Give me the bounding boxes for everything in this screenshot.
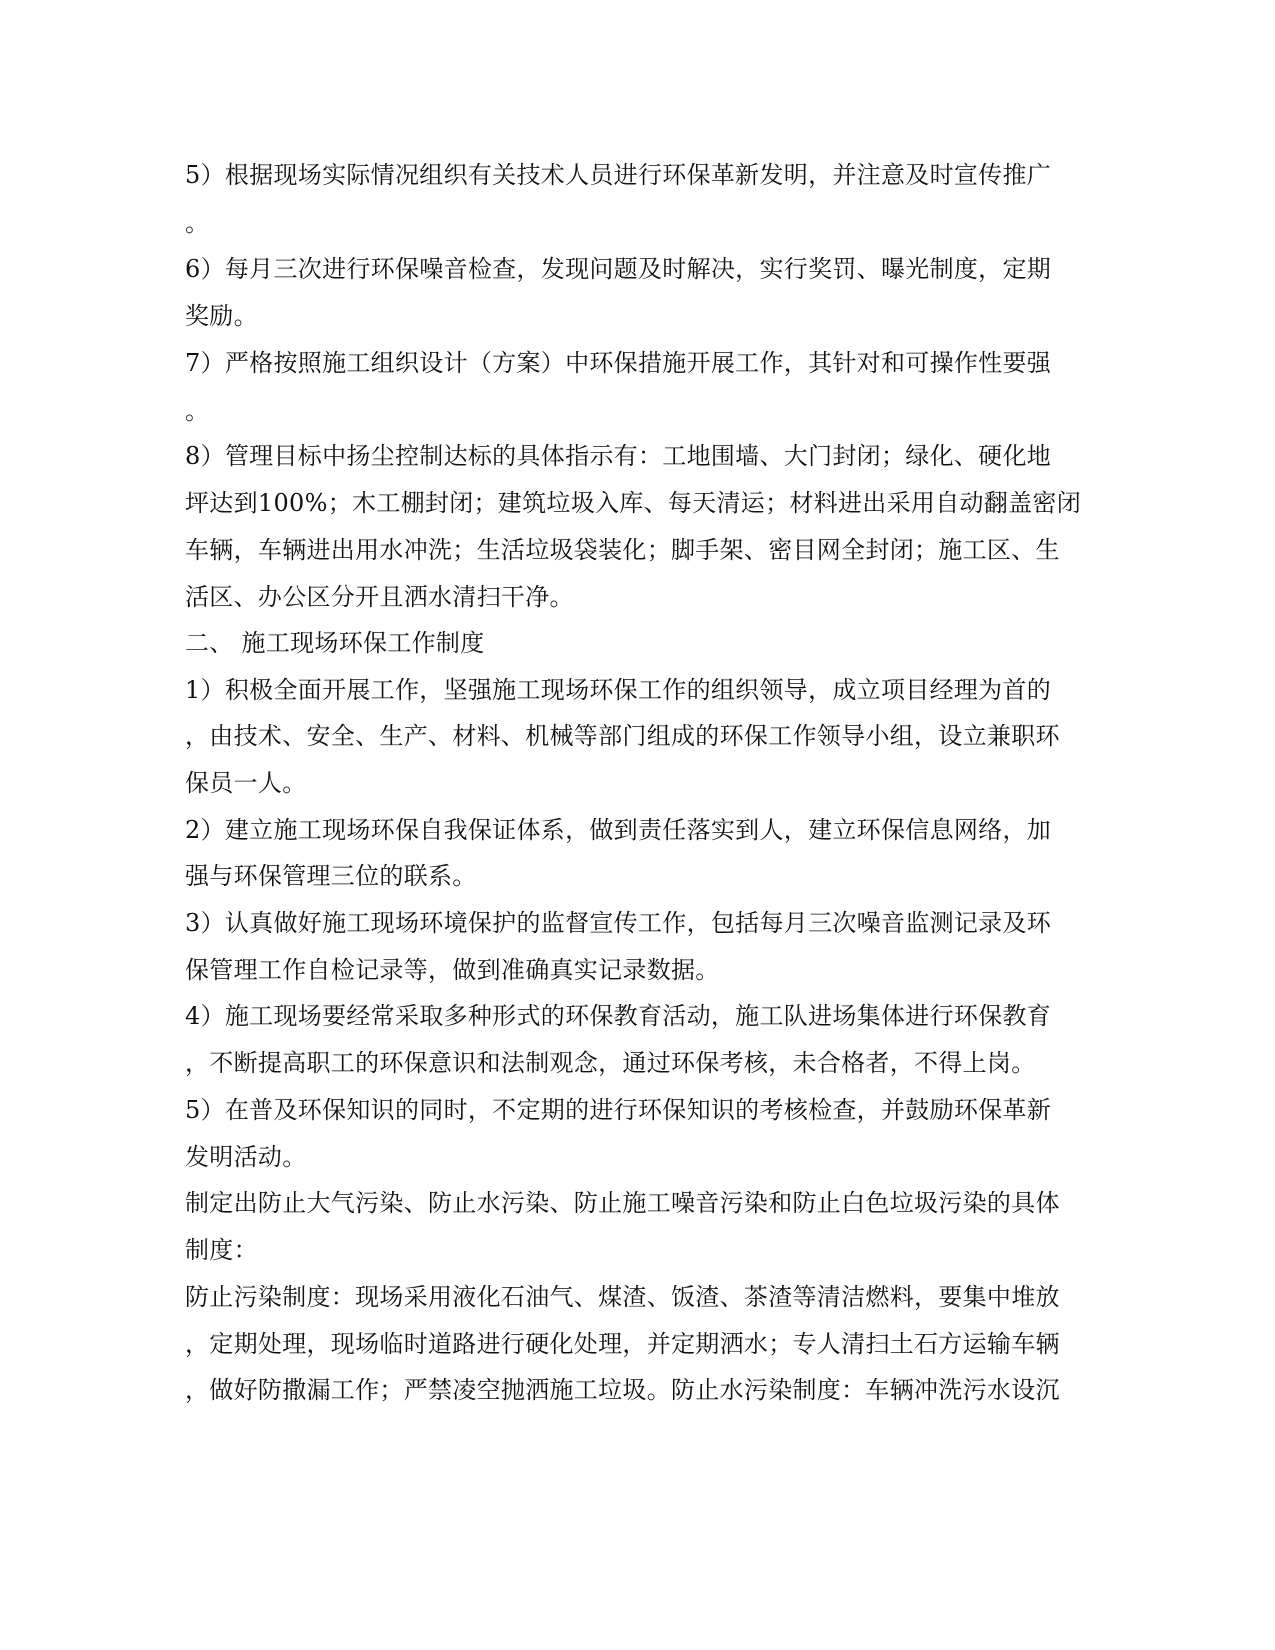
rule-1-line-2: ，由技术、安全、生产、材料、机械等部门组成的环保工作领导小组，设立兼职环 [185, 722, 1060, 750]
pollution-rule-line-1: 防止污染制度：现场采用液化石油气、煤渣、饭渣、茶渣等清洁燃料，要集中堆放 [185, 1283, 1060, 1311]
paragraph-7-line-1: 7）严格按照施工组织设计（方案）中环保措施开展工作，其针对和可操作性要强 [185, 349, 1052, 377]
rule-3-line-1: 3）认真做好施工现场环境保护的监督宣传工作，包括每月三次噪音监测记录及环 [185, 909, 1052, 937]
paragraph-5-line-2: 。 [185, 209, 210, 237]
rule-4-line-1: 4）施工现场要经常采取多种形式的环保教育活动，施工队进场集体进行环保教育 [185, 1002, 1052, 1030]
rule-2-line-2: 强与环保管理三位的联系。 [185, 862, 477, 890]
rule-4-line-2: ，不断提高职工的环保意识和法制观念，通过环保考核，未合格者，不得上岗。 [185, 1049, 1036, 1077]
rule-2-line-1: 2）建立施工现场环保自我保证体系，做到责任落实到人，建立环保信息网络，加 [185, 816, 1052, 844]
paragraph-8-line-3: 车辆，车辆进出用水冲洗；生活垃圾袋装化；脚手架、密目网全封闭；施工区、生 [185, 536, 1060, 564]
paragraph-8-line-1: 8）管理目标中扬尘控制达标的具体指示有：工地围墙、大门封闭；绿化、硬化地 [185, 442, 1052, 470]
pollution-rule-line-2: ，定期处理，现场临时道路进行硬化处理，并定期洒水；专人清扫土石方运输车辆 [185, 1330, 1060, 1358]
paragraph-7-line-2: 。 [185, 397, 210, 425]
section-heading-2: 二、 施工现场环保工作制度 [185, 629, 485, 657]
rule-3-line-2: 保管理工作自检记录等，做到准确真实记录数据。 [185, 956, 720, 984]
paragraph-6-line-1: 6）每月三次进行环保噪音检查，发现问题及时解决，实行奖罚、曝光制度，定期 [185, 255, 1052, 283]
rule-5-line-2: 发明活动。 [185, 1143, 307, 1171]
rule-1-line-1: 1）积极全面开展工作，坚强施工现场环保工作的组织领导，成立项目经理为首的 [185, 676, 1052, 704]
rule-5-line-1: 5）在普及环保知识的同时，不定期的进行环保知识的考核检查，并鼓励环保革新 [185, 1096, 1052, 1124]
paragraph-8-line-4: 活区、办公区分开且洒水清扫干净。 [185, 583, 574, 611]
pollution-rule-line-3: ，做好防撒漏工作；严禁凌空抛洒施工垃圾。防止水污染制度：车辆冲洗污水设沉 [185, 1376, 1060, 1404]
paragraph-6-line-2: 奖励。 [185, 302, 258, 330]
intro-line-1: 制定出防止大气污染、防止水污染、防止施工噪音污染和防止白色垃圾污染的具体 [185, 1189, 1060, 1217]
intro-line-2: 制度： [185, 1236, 258, 1264]
paragraph-8-line-2: 坪达到100%；木工棚封闭；建筑垃圾入库、每天清运；材料进出采用自动翻盖密闭 [185, 489, 1082, 517]
rule-1-line-3: 保员一人。 [185, 769, 307, 797]
paragraph-5-line-1: 5）根据现场实际情况组织有关技术人员进行环保革新发明，并注意及时宣传推广 [185, 161, 1052, 189]
